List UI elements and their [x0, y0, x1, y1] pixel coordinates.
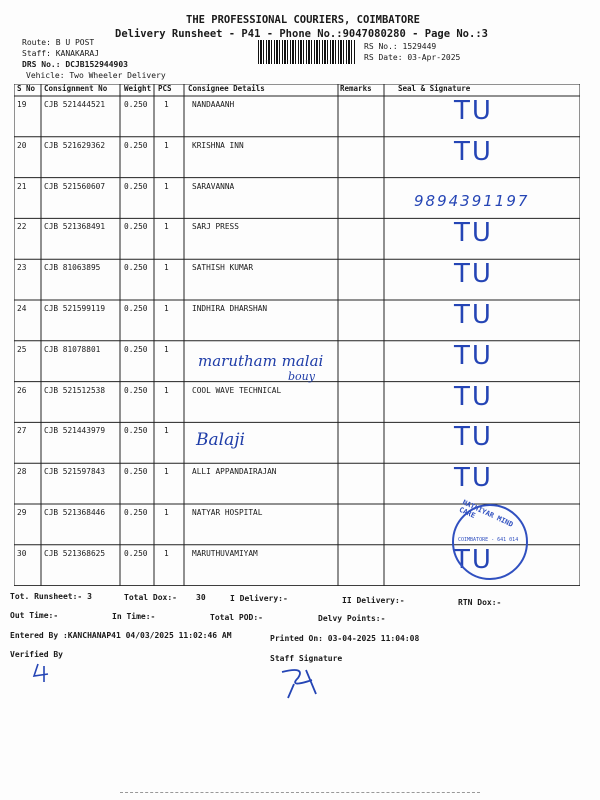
in-time: In Time:-	[112, 612, 156, 621]
row-sno: 19	[17, 100, 27, 109]
total-dox-label: Total Dox:-	[124, 593, 177, 602]
drs-value: DCJB152944903	[65, 60, 128, 69]
stamp-text: NATHIYAR MIND CARE	[457, 498, 515, 529]
row-signature: TU	[454, 136, 493, 167]
row-sno: 30	[17, 548, 27, 558]
handwritten-name-row25: marutham malai	[198, 352, 324, 370]
row-signature: TU	[454, 544, 493, 575]
barcode	[258, 40, 356, 64]
row-pcs: 1	[164, 344, 169, 354]
row-weight: 0.250	[124, 467, 148, 477]
row-sno: 29	[17, 508, 27, 517]
header-consignee: Consignee Details	[188, 84, 265, 93]
staff-signature-scribble	[276, 664, 336, 700]
vehicle-text: Vehicle: Two Wheeler Delivery	[26, 71, 166, 80]
row-consignee: NANDAAANH	[192, 100, 235, 109]
staff-signature-label: Staff Signature	[270, 654, 343, 663]
printed-on: Printed On: 03-04-2025 11:04:08	[270, 634, 420, 643]
row-pcs: 1	[164, 222, 169, 232]
row-pcs: 1	[164, 263, 169, 273]
header-remarks: Remarks	[340, 84, 372, 93]
row-signature: TU	[454, 300, 493, 330]
row-consignee: INDHIRA DHARSHAN	[192, 304, 268, 313]
row-signature: TU	[454, 340, 493, 371]
row-sno: 23	[17, 263, 27, 273]
row-weight: 0.250	[124, 263, 148, 273]
row-consignment-no: CJB 521368491	[44, 222, 106, 232]
bottom-divider	[120, 792, 480, 793]
row-consignment-no: CJB 521443979	[44, 426, 106, 436]
runsheet-subtitle: Delivery Runsheet - P41 - Phone No.:9047080280 - Page No.:3	[115, 28, 488, 40]
row-consignee: COOL WAVE TECHNICAL	[192, 385, 282, 395]
row-pcs: 1	[164, 548, 169, 558]
row-consignment-no: CJB 521560607	[44, 181, 106, 191]
drs-label: DRS No.:	[22, 60, 61, 69]
row-signature: TU	[454, 259, 493, 290]
total-pod: Total POD:-	[210, 613, 263, 622]
row-consignee: MARUTHUVAMIYAM	[192, 548, 258, 558]
row-pcs: 1	[164, 181, 169, 191]
row-sno: 27	[17, 426, 27, 436]
row-sno: 20	[17, 140, 27, 150]
row-consignee: NATYAR HOSPITAL	[192, 508, 263, 517]
row-pcs: 1	[164, 304, 169, 313]
delvy-points: Delvy Points:-	[318, 614, 386, 623]
row-pcs: 1	[164, 508, 169, 517]
row-consignee: ALLI APPANDAIRAJAN	[192, 467, 277, 477]
row-consignment-no: CJB 521512538	[44, 385, 106, 395]
row-weight: 0.250	[124, 140, 148, 150]
verified-by: Verified By	[10, 650, 63, 659]
staff-text: Staff: KANAKARAJ	[22, 49, 100, 58]
row-weight: 0.250	[124, 385, 148, 395]
row-weight: 0.250	[124, 304, 148, 313]
tot-runsheet: Tot. Runsheet:- 3	[10, 592, 92, 601]
stamp-inner-text: COIMBATORE - 641 014	[458, 537, 519, 543]
header-signature: Seal & Signature	[398, 84, 471, 93]
row-consignment-no: CJB 81078801	[44, 344, 101, 354]
row-consignment-no: CJB 81063895	[44, 263, 101, 273]
row-signature: TU	[454, 218, 493, 249]
row-weight: 0.250	[124, 222, 148, 232]
entered-by: Entered By :KANCHANAP41 04/03/2025 11:02:46 AM	[10, 631, 232, 640]
rs-number: RS No.: 1529449	[364, 42, 437, 51]
row-consignment-no: CJB 521597843	[44, 467, 106, 477]
row-sno: 25	[17, 344, 27, 354]
header-consignment: Consignment No	[44, 84, 108, 93]
verifier-signature	[30, 660, 70, 684]
row-pcs: 1	[164, 426, 169, 436]
row-sno: 26	[17, 385, 27, 395]
row-consignee: SATHISH KUMAR	[192, 263, 254, 273]
row-pcs: 1	[164, 467, 169, 477]
row-signature: TU	[454, 381, 493, 412]
total-dox-value: 30	[196, 593, 206, 602]
row-pcs: 1	[164, 140, 169, 150]
row-consignment-no: CJB 521599119	[44, 304, 106, 313]
row-signature: 9894391197	[414, 191, 530, 210]
row-weight: 0.250	[124, 508, 148, 517]
ii-delivery: II Delivery:-	[342, 596, 405, 605]
row-weight: 0.250	[124, 344, 148, 354]
row-weight: 0.250	[124, 548, 148, 558]
row-weight: 0.250	[124, 181, 148, 191]
row-weight: 0.250	[124, 426, 148, 436]
row-pcs: 1	[164, 100, 169, 109]
row-signature: TU	[454, 422, 493, 453]
header-pcs: PCS	[158, 84, 172, 93]
out-time: Out Time:-	[10, 611, 59, 620]
row-pcs: 1	[164, 385, 169, 395]
row-sno: 22	[17, 222, 27, 232]
route-text: Route: B U POST	[22, 38, 95, 47]
company-title: THE PROFESSIONAL COURIERS, COIMBATORE	[186, 14, 420, 26]
rs-date: RS Date: 03-Apr-2025	[364, 53, 461, 62]
row-consignment-no: CJB 521368446	[44, 508, 106, 517]
row-consignment-no: CJB 521368625	[44, 548, 106, 558]
handwritten-note-row25: bouy	[288, 370, 315, 383]
row-consignee: SARAVANNA	[192, 181, 235, 191]
row-consignment-no: CJB 521444521	[44, 100, 106, 109]
row-consignee: KRISHNA INN	[192, 140, 244, 150]
row-sno: 24	[17, 304, 27, 313]
row-weight: 0.250	[124, 100, 148, 109]
row-signature: TU	[454, 96, 493, 126]
header-sno: S No	[17, 84, 36, 93]
rtn-dox: RTN Dox:-	[458, 598, 502, 607]
row-signature: TU	[454, 463, 493, 494]
i-delivery: I Delivery:-	[230, 594, 288, 603]
drs-number	[22, 60, 128, 69]
row-sno: 28	[17, 467, 27, 477]
row-consignee: SARJ PRESS	[192, 222, 239, 232]
row-sno: 21	[17, 181, 27, 191]
handwritten-name-row27: Balaji	[196, 430, 245, 450]
header-weight: Weight	[124, 84, 152, 93]
row-consignment-no: CJB 521629362	[44, 140, 106, 150]
clinic-stamp	[452, 498, 528, 580]
